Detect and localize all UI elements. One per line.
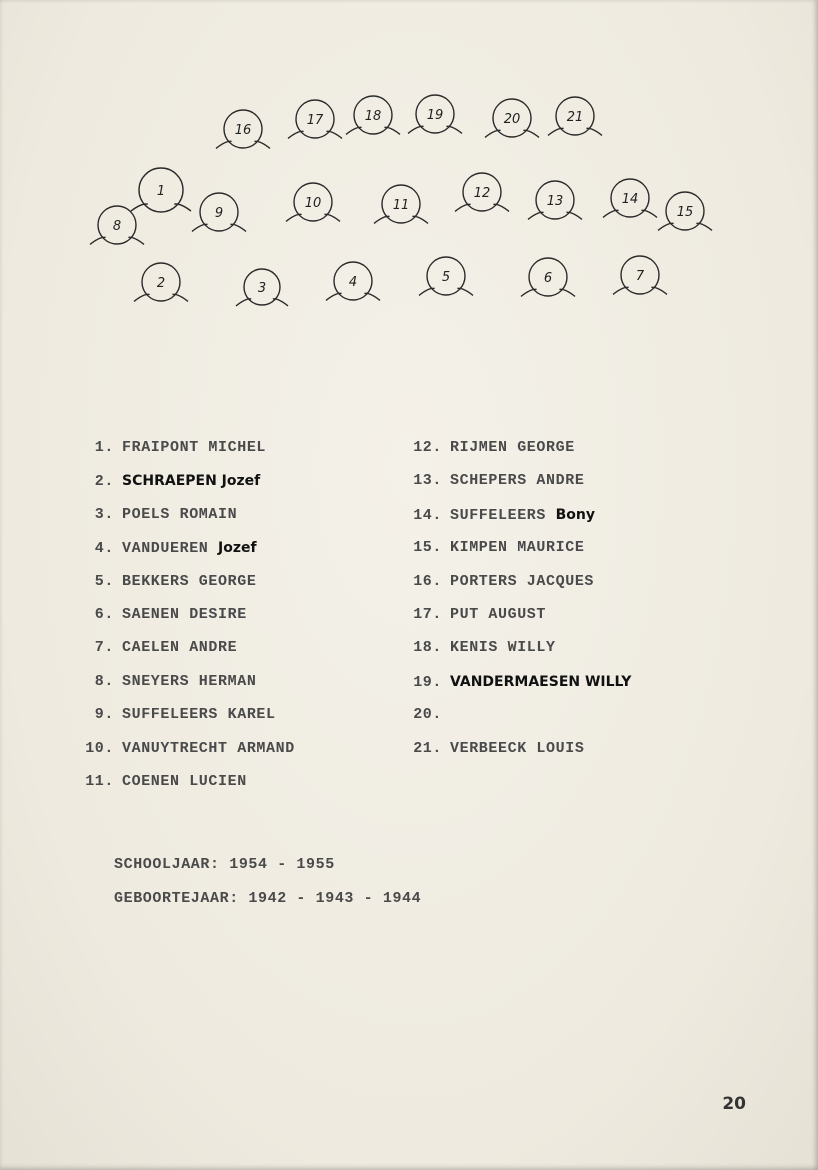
name-row-typed-text: SUFFELEERS KAREL xyxy=(122,706,276,724)
name-row-printed-text: SCHRAEPEN Jozef xyxy=(122,473,261,490)
name-row xyxy=(408,638,556,658)
seat-5 xyxy=(419,257,473,295)
name-row-number: 11. xyxy=(85,773,114,790)
seat-number-label: 11 xyxy=(392,198,410,213)
name-row-number: 8. xyxy=(94,672,114,690)
name-row-printed-text: VANDERMAESEN WILLY xyxy=(450,673,632,690)
name-row-number: 2. xyxy=(94,473,114,491)
seat-number-label: 21 xyxy=(566,110,584,125)
name-row xyxy=(80,772,247,792)
name-row-number: 4. xyxy=(94,540,114,558)
name-row-number: 20. xyxy=(413,706,442,724)
name-row-number: 7. xyxy=(94,639,114,657)
seat-number-label: 14 xyxy=(621,192,639,207)
name-row xyxy=(80,438,266,458)
name-row xyxy=(80,638,237,658)
name-row-typed-text: COENEN LUCIEN xyxy=(122,773,247,790)
name-row xyxy=(80,572,256,592)
name-row-typed-text: POELS ROMAIN xyxy=(122,505,238,523)
seat-number-label: 4 xyxy=(348,275,358,290)
name-row-typed-text: KENIS WILLY xyxy=(450,639,556,657)
seat-19 xyxy=(408,95,462,133)
name-row-typed-text: SCHEPERS ANDRE xyxy=(450,472,585,490)
name-row-typed-text: KIMPEN MAURICE xyxy=(450,539,585,557)
seat-number-label: 20 xyxy=(503,112,521,127)
name-row-typed-text: SNEYERS HERMAN xyxy=(122,672,257,690)
seat-number-label: 7 xyxy=(635,269,645,284)
seat-number-label: 12 xyxy=(473,186,491,201)
seat-8 xyxy=(90,206,144,244)
name-row xyxy=(80,605,247,625)
name-row xyxy=(408,438,575,458)
name-row xyxy=(80,471,260,491)
name-row xyxy=(80,538,257,558)
name-row xyxy=(80,739,295,759)
name-row xyxy=(408,739,584,759)
name-row-typed-text: CAELEN ANDRE xyxy=(122,639,238,657)
name-row-typed-text: VANDUEREN xyxy=(122,540,209,558)
seat-number-label: 6 xyxy=(543,271,553,286)
seat-number-label: 13 xyxy=(546,194,564,209)
school-year: SCHOOLJAAR: 1954 - 1955 xyxy=(114,856,335,873)
name-row-printed-text: Bony xyxy=(555,506,596,523)
seat-16 xyxy=(216,110,270,148)
name-row xyxy=(80,705,276,725)
seat-7 xyxy=(613,256,667,294)
seat-number-label: 8 xyxy=(112,219,122,234)
seat-number-label: 9 xyxy=(214,206,224,221)
seat-number-label: 5 xyxy=(441,270,451,285)
seat-3 xyxy=(236,269,288,306)
name-row-number: 1. xyxy=(94,439,114,456)
name-row-typed-text: PORTERS JACQUES xyxy=(450,572,595,590)
seat-number-label: 19 xyxy=(426,108,444,123)
seating-diagram xyxy=(0,0,818,340)
name-row-number: 10. xyxy=(85,739,114,757)
name-row xyxy=(408,705,450,725)
seat-number-label: 17 xyxy=(306,113,324,128)
seat-number-label: 16 xyxy=(234,123,252,138)
name-row xyxy=(408,471,584,491)
name-row-typed-text: SAENEN DESIRE xyxy=(122,606,247,623)
seat-number-label: 3 xyxy=(257,281,267,296)
name-row-number: 9. xyxy=(94,706,114,724)
name-row-number: 12. xyxy=(413,439,442,456)
seat-2 xyxy=(134,263,188,301)
seat-9 xyxy=(192,193,246,231)
name-row xyxy=(408,572,594,592)
name-row-typed-text: VERBEECK LOUIS xyxy=(450,739,585,757)
seat-12 xyxy=(455,173,509,211)
seat-13 xyxy=(528,181,582,219)
seat-number-label: 15 xyxy=(676,205,694,220)
seat-1 xyxy=(131,168,191,212)
seat-14 xyxy=(603,179,657,217)
name-row-number: 13. xyxy=(413,472,442,490)
name-row xyxy=(408,505,595,525)
name-row-number: 6. xyxy=(94,606,114,623)
seat-20 xyxy=(485,99,539,137)
seat-10 xyxy=(286,183,340,221)
seat-number-label: 2 xyxy=(156,276,166,291)
name-row xyxy=(408,538,584,558)
name-row-typed-text: FRAIPONT MICHEL xyxy=(122,439,267,456)
seat-6 xyxy=(521,258,575,296)
name-row-printed-text: Jozef xyxy=(218,540,257,557)
name-row-number: 14. xyxy=(413,506,442,524)
name-row-number: 16. xyxy=(413,572,442,590)
name-row-number: 15. xyxy=(413,539,442,557)
page-number: 20 xyxy=(722,1094,746,1114)
seat-11 xyxy=(374,185,428,223)
name-row-number: 21. xyxy=(413,739,442,757)
name-row xyxy=(80,505,237,525)
seat-number-label: 10 xyxy=(304,196,322,211)
seat-shoulders xyxy=(131,204,191,211)
seat-number-label: 18 xyxy=(364,109,382,124)
name-row-typed-text: BEKKERS GEORGE xyxy=(122,572,257,590)
name-row-number: 3. xyxy=(94,505,114,523)
seat-number-label: 1 xyxy=(156,184,166,199)
name-row-number: 18. xyxy=(413,639,442,657)
birth-years: GEBOORTEJAAR: 1942 - 1943 - 1944 xyxy=(114,890,422,907)
name-row-number: 19. xyxy=(413,673,442,691)
name-row-typed-text: PUT AUGUST xyxy=(450,606,547,623)
seat-17 xyxy=(288,100,342,138)
name-row xyxy=(80,672,256,692)
name-row xyxy=(408,605,546,625)
seat-21 xyxy=(548,97,602,135)
name-row-typed-text: SUFFELEERS xyxy=(450,506,547,524)
name-row xyxy=(408,672,631,692)
seat-15 xyxy=(658,192,712,230)
name-row-typed-text: RIJMEN GEORGE xyxy=(450,439,575,456)
name-row-number: 5. xyxy=(94,572,114,590)
seat-4 xyxy=(326,262,380,300)
name-row-number: 17. xyxy=(413,606,442,623)
seat-18 xyxy=(346,96,400,134)
name-row-typed-text: VANUYTRECHT ARMAND xyxy=(122,739,295,757)
